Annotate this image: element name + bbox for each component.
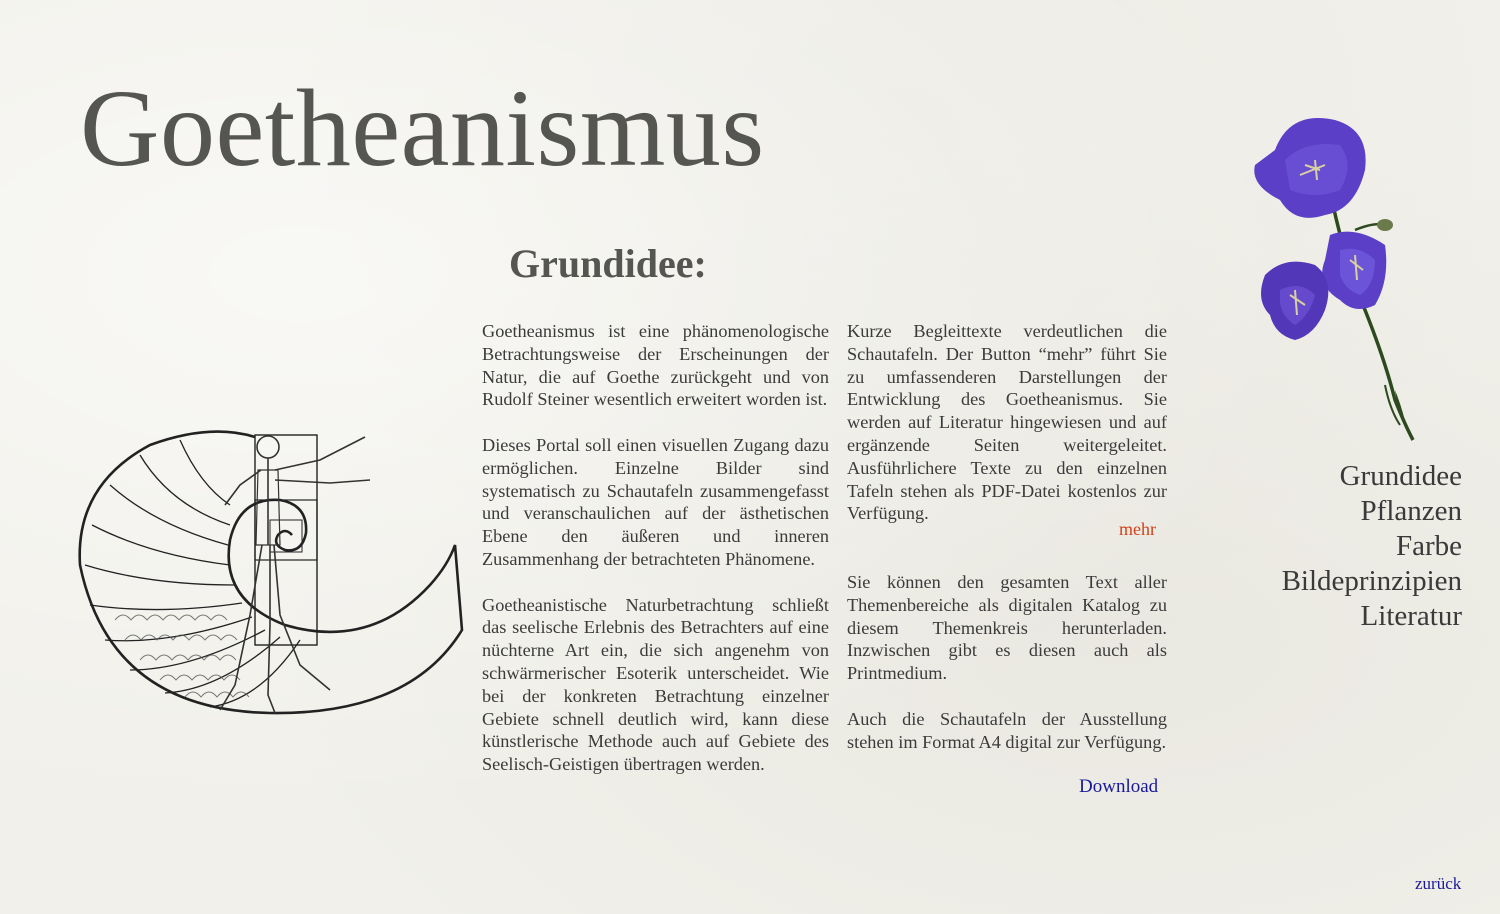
intro-paragraph: Goetheanismus ist eine phänomenologische Betrachtungsweise der Erscheinungen der Natur, die auf Goethe zurückgeht und von Rudolf Steiner wesentlich erweitert worden ist. xyxy=(482,321,829,410)
nav-item-literatur[interactable]: Literatur xyxy=(1360,600,1462,632)
info-column-right xyxy=(847,320,1167,548)
download-info-column xyxy=(847,571,1167,776)
section-heading: Grundidee: xyxy=(509,241,707,286)
main-navigation xyxy=(1282,459,1462,634)
catalog-paragraph: Sie können den gesamten Text aller Themenbereiche als digitalen Katalog zu diesem Themenkreis herunterladen. Inzwischen gibt es diesen auch als Printmedium. xyxy=(847,572,1167,684)
intro-column-left xyxy=(482,320,829,799)
download-link[interactable]: Download xyxy=(1079,776,1159,797)
nav-item-bildeprinzipien[interactable]: Bildeprinzipien xyxy=(1281,565,1462,597)
more-link[interactable]: mehr xyxy=(1119,519,1156,539)
nav-item-pflanzen[interactable]: Pflanzen xyxy=(1360,495,1462,527)
back-link[interactable]: zurück xyxy=(1415,874,1462,893)
bellflower-illustration xyxy=(1245,110,1425,445)
nav-item-farbe[interactable]: Farbe xyxy=(1395,530,1462,562)
a4-paragraph: Auch die Schautafeln der Ausstellung stehen im Format A4 digital zur Verfügung. xyxy=(847,708,1167,752)
vitruvian-spiral-illustration xyxy=(70,425,470,725)
method-paragraph: Goetheanistische Naturbetrachtung schließt das seelische Erlebnis des Betrachters auf eine nüchterne Art ein, die sich angenehm von schwärmerischer Esoterik unterscheidet. Wie bei der konkreten Betrachtung einzelner Gebiete schnell deutlich wird, kann diese künstlerische Methode auch auf Gebiete des Seelisch-Geistigen übertragen werden. xyxy=(482,594,829,775)
nav-item-grundidee[interactable]: Grundidee xyxy=(1339,460,1462,492)
schautafeln-paragraph: Kurze Begleittexte verdeutlichen die Schautafeln. Der Button “mehr” führt Sie zu umfassenderen Darstellungen der Entwicklung des Goetheanismus. Sie werden auf Literatur hingewiesen und auf ergänzende Seiten weitergeleitet. Ausführlichere Texte zu den einzelnen Tafeln stehen als PDF-Datei kostenlos zur Verfügung. xyxy=(847,321,1167,524)
page-title: Goetheanismus xyxy=(80,67,765,189)
portal-paragraph: Dieses Portal soll einen visuellen Zugang dazu ermöglichen. Einzelne Bilder sind systematisch zu Schautafeln zusammengefasst und veranschaulichen auf der ästhetischen Ebene den äußeren und inneren Zusammenhang der betrachteten Phänomene. xyxy=(482,434,829,569)
